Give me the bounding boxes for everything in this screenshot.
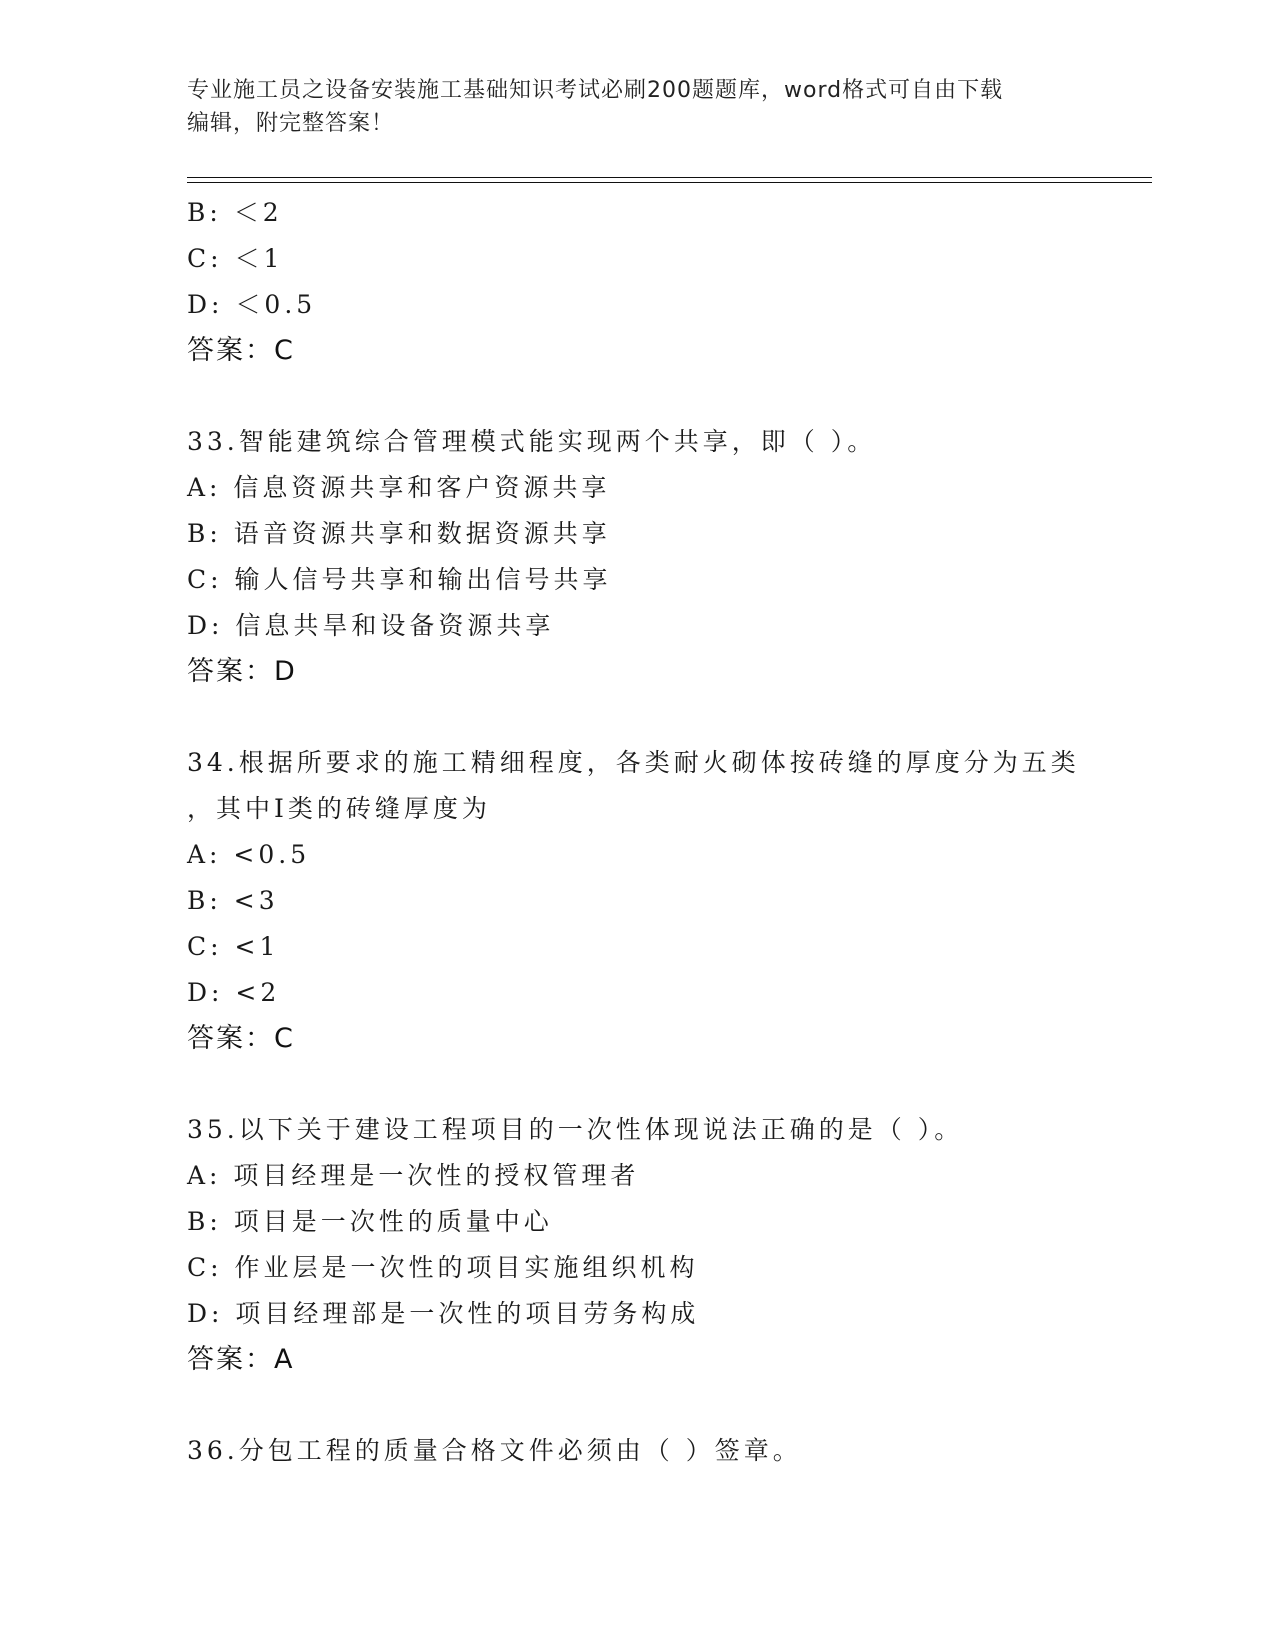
question-text-line1: 34.根据所要求的施工精细程度，各类耐火砌体按砖缝的厚度分为五类 bbox=[187, 748, 1080, 777]
option-b: B: ＜2 bbox=[187, 198, 283, 227]
header-divider-bottom bbox=[187, 182, 1152, 183]
question-36 bbox=[187, 1428, 1107, 1474]
question-text: 33.智能建筑综合管理模式能实现两个共享，即（ ）。 bbox=[187, 427, 877, 456]
option-a: A: <0.5 bbox=[187, 840, 311, 869]
option-d: D: 项目经理部是一次性的项目劳务构成 bbox=[187, 1299, 700, 1328]
option-a: A: 信息资源共享和客户资源共享 bbox=[187, 473, 611, 502]
question-text: 36.分包工程的质量合格文件必须由（ ）签章。 bbox=[187, 1436, 802, 1465]
option-d: D: 信息共旱和设备资源共享 bbox=[187, 611, 555, 640]
option-b: B: 语音资源共享和数据资源共享 bbox=[187, 519, 611, 548]
question-text-line2: ，其中Ⅰ类的砖缝厚度为 bbox=[187, 794, 491, 823]
answer: 答案：A bbox=[187, 1344, 295, 1375]
document-header bbox=[187, 74, 1067, 140]
header-title-line1: 专业施工员之设备安装施工基础知识考试必刷200题题库，word格式可自由下载 bbox=[187, 78, 1004, 103]
answer: 答案：D bbox=[187, 656, 297, 687]
option-c: C: ＜1 bbox=[187, 244, 284, 273]
question-list bbox=[187, 190, 1107, 1474]
question-35 bbox=[187, 1107, 1107, 1383]
option-d: D: ＜0.5 bbox=[187, 290, 317, 319]
option-c: C: 作业层是一次性的项目实施组织机构 bbox=[187, 1253, 699, 1282]
header-title-line2: 编辑，附完整答案！ bbox=[187, 111, 395, 136]
option-b: B: <3 bbox=[187, 886, 279, 915]
question-34 bbox=[187, 740, 1107, 1062]
option-d: D: <2 bbox=[187, 978, 281, 1007]
answer: 答案：C bbox=[187, 335, 295, 366]
question-32-continued bbox=[187, 190, 1107, 374]
option-b: B: 项目是一次性的质量中心 bbox=[187, 1207, 553, 1236]
question-33 bbox=[187, 419, 1107, 695]
header-divider-top bbox=[187, 177, 1152, 178]
answer: 答案：C bbox=[187, 1023, 295, 1054]
question-text: 35.以下关于建设工程项目的一次性体现说法正确的是（ ）。 bbox=[187, 1115, 964, 1144]
option-a: A: 项目经理是一次性的授权管理者 bbox=[187, 1161, 640, 1190]
option-c: C: <1 bbox=[187, 932, 280, 961]
option-c: C: 输人信号共享和输出信号共享 bbox=[187, 565, 612, 594]
